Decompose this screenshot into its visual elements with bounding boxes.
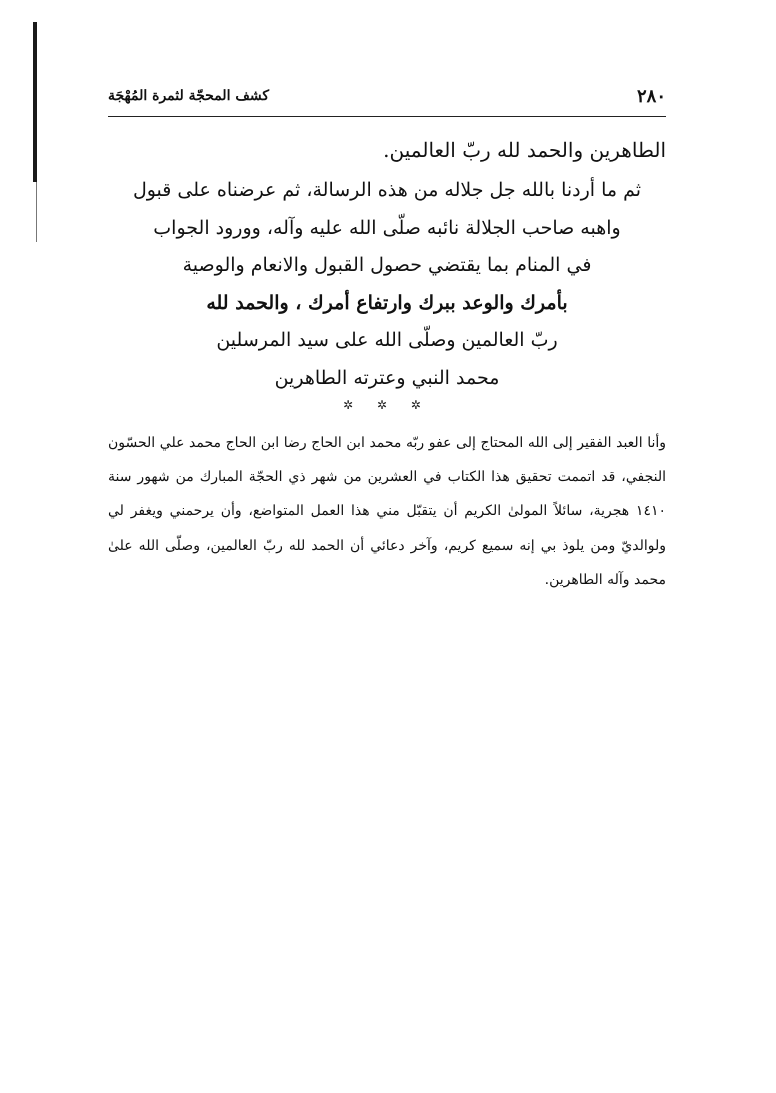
verse-block bbox=[108, 172, 666, 398]
page-number: ٢٨٠ bbox=[636, 86, 666, 107]
scan-edge-mark-thin bbox=[36, 182, 37, 242]
page-header bbox=[108, 86, 666, 112]
opening-line: الطاهرين والحمد لله ربّ العالمين. bbox=[383, 138, 666, 162]
verse-line: ثم ما أردنا بالله جل جلاله من هذه الرسالة، ثم عرضناه على قبول bbox=[132, 179, 642, 201]
verse-line: بأمرك والوعد ببرك وارتفاع أمرك ، والحمد لله bbox=[206, 291, 568, 314]
scan-edge-mark bbox=[33, 22, 37, 182]
closing-paragraph: وأنا العبد الفقير إلى الله المحتاج إلى عفو ربّه محمد ابن الحاج رضا ابن الحاج محمد علي الحسّون النجفي، قد اتممت تحقيق هذا الكتاب في العشرين من شهر ذي الحجّة المبارك من شهور سنة ١٤١٠ هجرية، سائلاً المولىٰ الكريم أن يتقبّل مني هذا العمل المتواضع، وأن يرحمني ويغفر لي ولوالديّ ومن يلوذ بي إنه سميع كريم، وآخر دعائي أن الحمد لله ربّ العالمين، وصلّى الله علىٰ محمد وآله الطاهرين. bbox=[108, 435, 667, 588]
verse-line: ربّ العالمين وصلّى الله على سيد المرسلين bbox=[216, 329, 558, 352]
header-rule bbox=[108, 116, 666, 117]
verse-line: واهبه صاحب الجلالة نائبه صلّى الله عليه وآله، وورود الجواب bbox=[153, 216, 621, 239]
section-separator: ✲ ✲ ✲ bbox=[343, 398, 431, 412]
verse-line: في المنام بما يقتضي حصول القبول والانعام والوصية bbox=[182, 254, 592, 277]
running-title: كشف المحجّة لثمرة المُهْجَة bbox=[108, 88, 269, 104]
verse-line: محمد النبي وعترته الطاهرين bbox=[274, 366, 500, 389]
